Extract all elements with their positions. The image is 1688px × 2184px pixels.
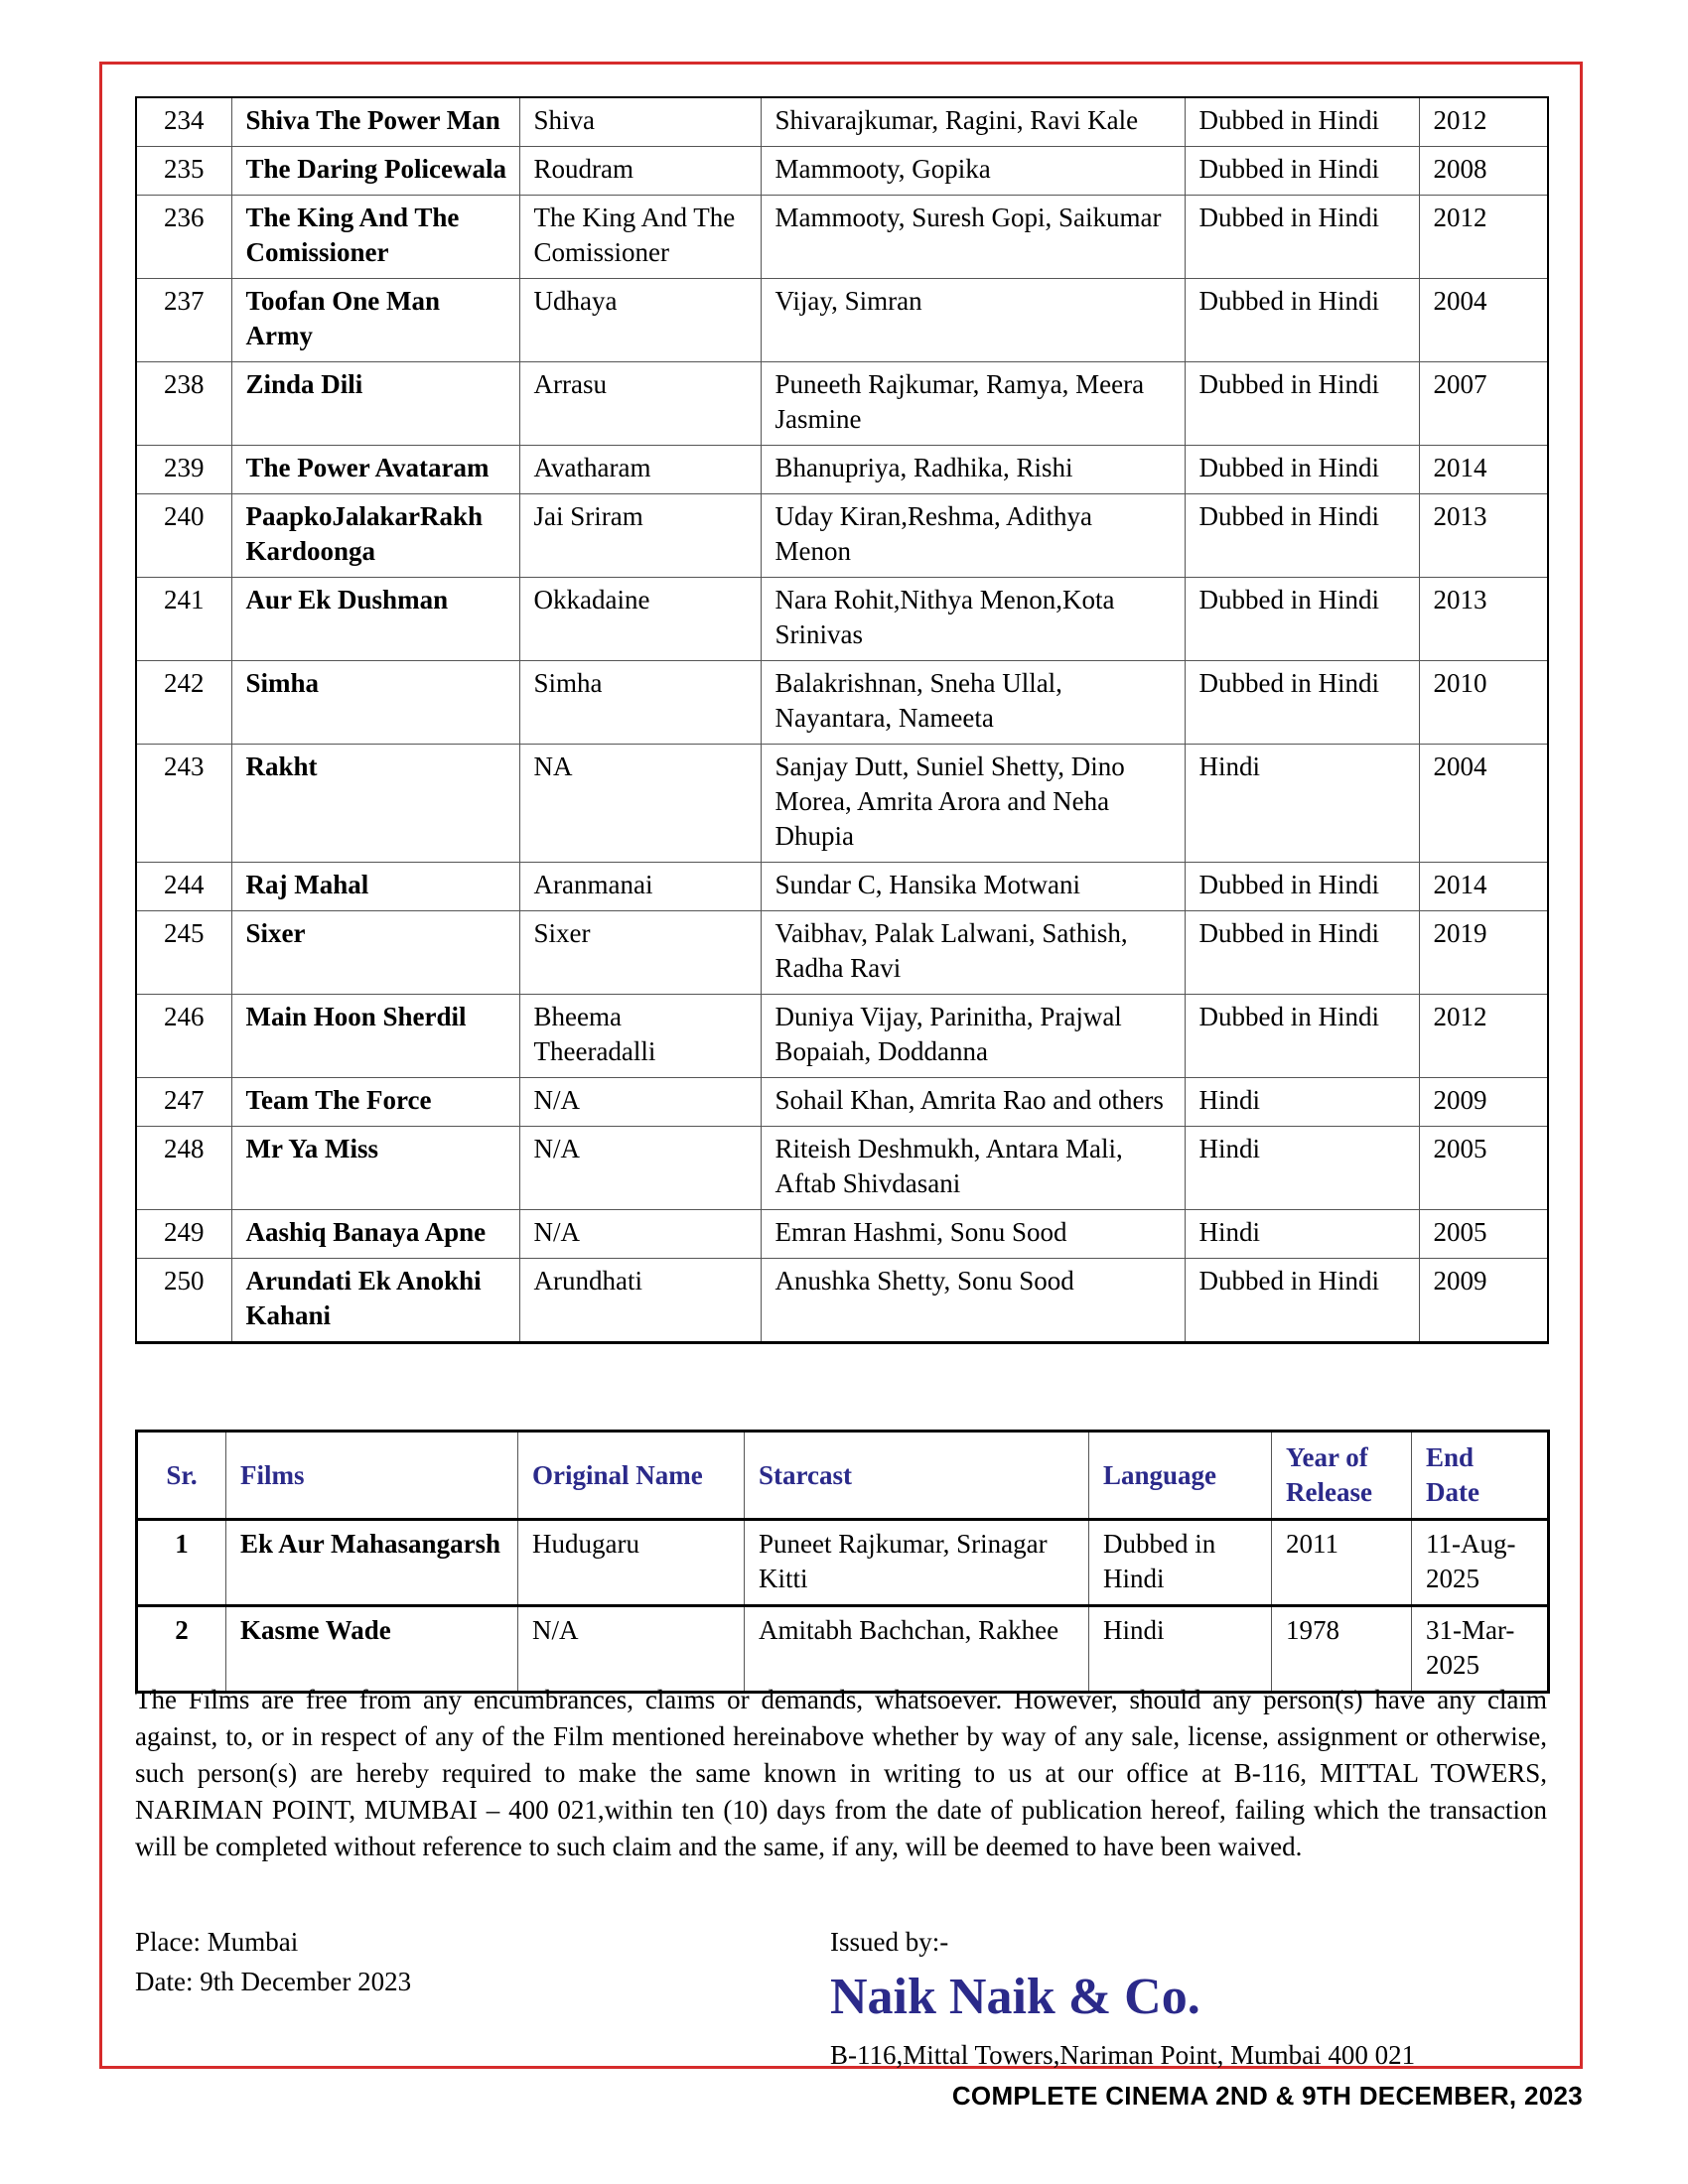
cell-year: 2004 xyxy=(1419,745,1548,863)
cell-starcast: Vaibhav, Palak Lalwani, Sathish, Radha Ravi xyxy=(761,911,1185,995)
issued-by-label: Issued by:- xyxy=(830,1927,949,1957)
firm-name: Naik Naik & Co. xyxy=(830,1969,1200,2025)
cell-starcast: Bhanupriya, Radhika, Rishi xyxy=(761,446,1185,494)
cell-starcast: Vijay, Simran xyxy=(761,279,1185,362)
cell-year: 2013 xyxy=(1419,494,1548,578)
cell-sr: 241 xyxy=(136,578,231,661)
cell-sr: 247 xyxy=(136,1078,231,1127)
cell-original-name: Jai Sriram xyxy=(519,494,761,578)
cell-year: 2004 xyxy=(1419,279,1548,362)
cell-original-name: N/A xyxy=(519,1210,761,1259)
cell-year: 2005 xyxy=(1419,1210,1548,1259)
cell-year: 2012 xyxy=(1419,97,1548,147)
cell-language: Hindi xyxy=(1185,1078,1419,1127)
table-row xyxy=(136,1078,1548,1127)
cell-sr: 2 xyxy=(137,1606,226,1693)
header-end-date: End Date xyxy=(1412,1432,1549,1520)
date-text: Date: 9th December 2023 xyxy=(135,1967,412,1996)
cell-year: 2009 xyxy=(1419,1078,1548,1127)
cell-starcast: Shivarajkumar, Ragini, Ravi Kale xyxy=(761,97,1185,147)
cell-year: 2012 xyxy=(1419,196,1548,279)
cell-original-name: N/A xyxy=(518,1606,745,1693)
cell-starcast: Nara Rohit,Nithya Menon,Kota Srinivas xyxy=(761,578,1185,661)
cell-film: Kasme Wade xyxy=(226,1606,518,1693)
cell-year: 2009 xyxy=(1419,1259,1548,1343)
cell-film: The King And The Comissioner xyxy=(231,196,519,279)
cell-language: Hindi xyxy=(1089,1606,1272,1693)
cell-original-name: Bheema Theeradalli xyxy=(519,995,761,1078)
cell-sr: 240 xyxy=(136,494,231,578)
cell-original-name: NA xyxy=(519,745,761,863)
cell-original-name: Arundhati xyxy=(519,1259,761,1343)
cell-language: Dubbed in Hindi xyxy=(1185,147,1419,196)
cell-film: Aur Ek Dushman xyxy=(231,578,519,661)
cell-language: Dubbed in Hindi xyxy=(1185,578,1419,661)
cell-sr: 249 xyxy=(136,1210,231,1259)
footer-publication: COMPLETE CINEMA 2ND & 9TH DECEMBER, 2023 xyxy=(951,2081,1583,2111)
table-row xyxy=(136,494,1548,578)
cell-year: 2011 xyxy=(1272,1520,1412,1606)
cell-language: Dubbed in Hindi xyxy=(1185,446,1419,494)
table-row xyxy=(136,196,1548,279)
cell-starcast: Balakrishnan, Sneha Ullal, Nayantara, Nameeta xyxy=(761,661,1185,745)
cell-year: 2014 xyxy=(1419,863,1548,911)
cell-sr: 248 xyxy=(136,1127,231,1210)
header-sr: Sr. xyxy=(137,1432,226,1520)
table-row xyxy=(136,97,1548,147)
cell-original-name: Udhaya xyxy=(519,279,761,362)
cell-original-name: Arrasu xyxy=(519,362,761,446)
cell-starcast: Mammooty, Gopika xyxy=(761,147,1185,196)
cell-original-name: Simha xyxy=(519,661,761,745)
cell-starcast: Sanjay Dutt, Suniel Shetty, Dino Morea, Amrita Arora and Neha Dhupia xyxy=(761,745,1185,863)
cell-film: The Power Avataram xyxy=(231,446,519,494)
cell-sr: 235 xyxy=(136,147,231,196)
cell-year: 2014 xyxy=(1419,446,1548,494)
cell-sr: 238 xyxy=(136,362,231,446)
cell-film: Mr Ya Miss xyxy=(231,1127,519,1210)
cell-original-name: Sixer xyxy=(519,911,761,995)
table-row xyxy=(136,863,1548,911)
cell-film: Simha xyxy=(231,661,519,745)
cell-starcast: Sundar C, Hansika Motwani xyxy=(761,863,1185,911)
header-year-of-release: Year of Release xyxy=(1272,1432,1412,1520)
cell-film: Sixer xyxy=(231,911,519,995)
cell-starcast: Riteish Deshmukh, Antara Mali, Aftab Shivdasani xyxy=(761,1127,1185,1210)
cell-sr: 236 xyxy=(136,196,231,279)
cell-starcast: Emran Hashmi, Sonu Sood xyxy=(761,1210,1185,1259)
cell-sr: 246 xyxy=(136,995,231,1078)
cell-language: Dubbed in Hindi xyxy=(1185,661,1419,745)
cell-language: Dubbed in Hindi xyxy=(1185,97,1419,147)
cell-sr: 245 xyxy=(136,911,231,995)
cell-sr: 250 xyxy=(136,1259,231,1343)
cell-starcast: Puneet Rajkumar, Srinagar Kitti xyxy=(745,1520,1089,1606)
cell-film: PaapkoJalakarRakh Kardoonga xyxy=(231,494,519,578)
table-row xyxy=(137,1606,1549,1693)
table-row xyxy=(136,578,1548,661)
cell-language: Dubbed in Hindi xyxy=(1089,1520,1272,1606)
cell-original-name: Avatharam xyxy=(519,446,761,494)
cell-film: Aashiq Banaya Apne xyxy=(231,1210,519,1259)
cell-starcast: Sohail Khan, Amrita Rao and others xyxy=(761,1078,1185,1127)
cell-original-name: Roudram xyxy=(519,147,761,196)
table-row xyxy=(136,661,1548,745)
cell-film: Team The Force xyxy=(231,1078,519,1127)
cell-language: Dubbed in Hindi xyxy=(1185,911,1419,995)
cell-sr: 239 xyxy=(136,446,231,494)
cell-film: Raj Mahal xyxy=(231,863,519,911)
table-row xyxy=(136,446,1548,494)
cell-language: Dubbed in Hindi xyxy=(1185,863,1419,911)
cell-language: Dubbed in Hindi xyxy=(1185,196,1419,279)
cell-language: Hindi xyxy=(1185,745,1419,863)
cell-language: Dubbed in Hindi xyxy=(1185,494,1419,578)
cell-year: 2007 xyxy=(1419,362,1548,446)
cell-starcast: Uday Kiran,Reshma, Adithya Menon xyxy=(761,494,1185,578)
issuer-block xyxy=(830,1922,1415,2075)
cell-starcast: Mammooty, Suresh Gopi, Saikumar xyxy=(761,196,1185,279)
cell-film: Main Hoon Sherdil xyxy=(231,995,519,1078)
cell-language: Hindi xyxy=(1185,1210,1419,1259)
table-row xyxy=(136,362,1548,446)
table-row xyxy=(136,995,1548,1078)
cell-film: The Daring Policewala xyxy=(231,147,519,196)
films-table-continued xyxy=(135,96,1549,1344)
cell-film: Shiva The Power Man xyxy=(231,97,519,147)
cell-language: Dubbed in Hindi xyxy=(1185,995,1419,1078)
cell-year: 1978 xyxy=(1272,1606,1412,1693)
cell-starcast: Amitabh Bachchan, Rakhee xyxy=(745,1606,1089,1693)
cell-starcast: Anushka Shetty, Sonu Sood xyxy=(761,1259,1185,1343)
cell-year: 2010 xyxy=(1419,661,1548,745)
header-original-name: Original Name xyxy=(518,1432,745,1520)
cell-film: Zinda Dili xyxy=(231,362,519,446)
table-row xyxy=(136,1210,1548,1259)
cell-sr: 244 xyxy=(136,863,231,911)
firm-address: B-116,Mittal Towers,Nariman Point, Mumbai 400 021 xyxy=(830,2040,1416,2070)
cell-year: 2012 xyxy=(1419,995,1548,1078)
films-table-end-date xyxy=(135,1430,1550,1694)
cell-year: 2019 xyxy=(1419,911,1548,995)
cell-original-name: The King And The Comissioner xyxy=(519,196,761,279)
cell-original-name: Aranmanai xyxy=(519,863,761,911)
cell-film: Arundati Ek Anokhi Kahani xyxy=(231,1259,519,1343)
table-row xyxy=(136,279,1548,362)
header-starcast: Starcast xyxy=(745,1432,1089,1520)
header-language: Language xyxy=(1089,1432,1272,1520)
table-row xyxy=(136,1259,1548,1343)
cell-language: Dubbed in Hindi xyxy=(1185,279,1419,362)
cell-original-name: Okkadaine xyxy=(519,578,761,661)
cell-sr: 237 xyxy=(136,279,231,362)
cell-original-name: N/A xyxy=(519,1078,761,1127)
cell-original-name: N/A xyxy=(519,1127,761,1210)
cell-language: Dubbed in Hindi xyxy=(1185,362,1419,446)
cell-film: Ek Aur Mahasangarsh xyxy=(226,1520,518,1606)
header-films: Films xyxy=(226,1432,518,1520)
cell-starcast: Puneeth Rajkumar, Ramya, Meera Jasmine xyxy=(761,362,1185,446)
cell-original-name: Shiva xyxy=(519,97,761,147)
cell-language: Hindi xyxy=(1185,1127,1419,1210)
table-header-row xyxy=(137,1432,1549,1520)
table-row xyxy=(136,745,1548,863)
cell-year: 2008 xyxy=(1419,147,1548,196)
cell-year: 2013 xyxy=(1419,578,1548,661)
cell-sr: 243 xyxy=(136,745,231,863)
cell-starcast: Duniya Vijay, Parinitha, Prajwal Bopaiah, Doddanna xyxy=(761,995,1185,1078)
cell-film: Toofan One Man Army xyxy=(231,279,519,362)
place-date-block xyxy=(135,1922,411,2001)
cell-language: Dubbed in Hindi xyxy=(1185,1259,1419,1343)
cell-original-name: Hudugaru xyxy=(518,1520,745,1606)
cell-end-date: 31-Mar-2025 xyxy=(1412,1606,1549,1693)
table-row xyxy=(137,1520,1549,1606)
notice-text: The Films are free from any encumbrances, claims or demands, whatsoever. However, should any person(s) have any claim against, to, or in respect of any of the Film mentioned hereinabove whether by way of any sale, license, assignment or otherwise, such person(s) are hereby required to make the same known in writing to us at our office at B-116, MITTAL TOWERS, NARIMAN POINT, MUMBAI – 400 021,within ten (10) days from the date of publication hereof, failing which the transaction will be completed without reference to such claim and the same, if any, will be deemed to have been waived. xyxy=(135,1685,1547,1861)
table-row xyxy=(136,147,1548,196)
table-row xyxy=(136,911,1548,995)
table-row xyxy=(136,1127,1548,1210)
place-text: Place: Mumbai xyxy=(135,1927,299,1957)
cell-sr: 242 xyxy=(136,661,231,745)
cell-year: 2005 xyxy=(1419,1127,1548,1210)
cell-film: Rakht xyxy=(231,745,519,863)
cell-sr: 1 xyxy=(137,1520,226,1606)
cell-end-date: 11-Aug-2025 xyxy=(1412,1520,1549,1606)
cell-sr: 234 xyxy=(136,97,231,147)
